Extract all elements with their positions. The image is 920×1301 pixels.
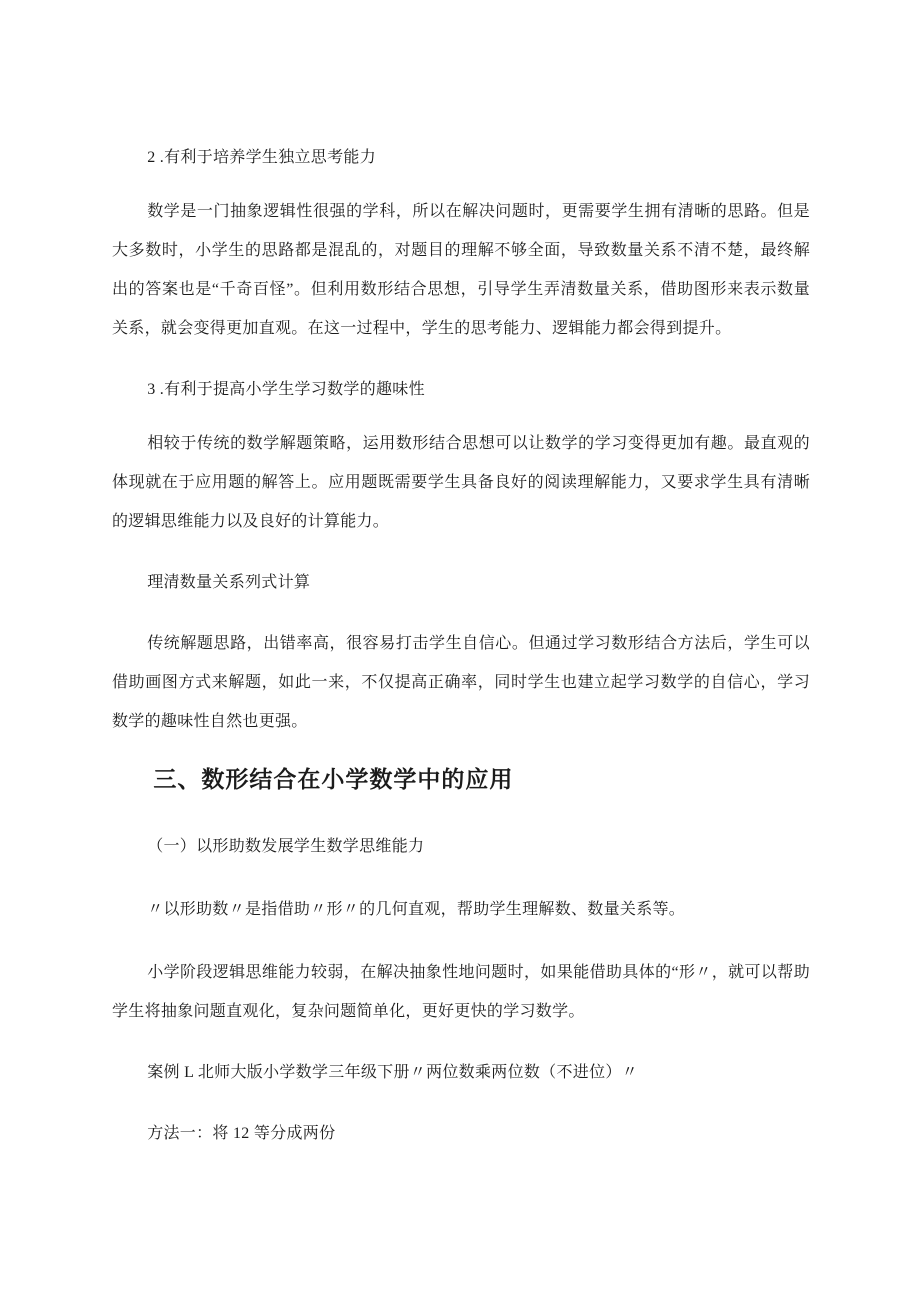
line-shape-helps-number: 〃以形助数〃是指借助〃形〃的几何直观，帮助学生理解数、数量关系等。 (147, 901, 686, 918)
line-quantity-relation: 理清数量关系列式计算 (147, 574, 311, 591)
subheading-2: 2 .有利于培养学生独立思考能力 (147, 149, 376, 166)
subsection-heading-one: （一）以形助数发展学生数学思维能力 (147, 838, 425, 855)
line-case-example: 案例 L 北师大版小学数学三年级下册〃两位数乘两位数（不进位）〃 (147, 1064, 638, 1081)
paragraph-traditional-solving: 传统解题思路，出错率高，很容易打击学生自信心。但通过学习数形结合方法后，学生可以借助画图方式来解题，如此一来，不仅提高正确率，同时学生也建立起学习数学的自信心，学习数学的趣味性自然也更强。 (112, 635, 810, 730)
paragraph-fun-of-math: 相较于传统的数学解题策略，运用数形结合思想可以让数学的学习变得更加有趣。最直观的体现就在于应用题的解答上。应用题既需要学生具备良好的阅读理解能力，又要求学生具有清晰的逻辑思维能力以及良好的计算能力。 (112, 435, 810, 530)
paragraph-independent-thinking: 数学是一门抽象逻辑性很强的学科，所以在解决问题时，更需要学生拥有清晰的思路。但是大多数时，小学生的思路都是混乱的，对题目的理解不够全面，导致数量关系不清不楚，最终解出的答案也是“千奇百怪”。但利用数形结合思想，引导学生弄清数量关系，借助图形来表示数量关系，就会变得更加直观。在这一过程中，学生的思考能力、逻辑能力都会得到提升。 (112, 203, 810, 337)
section-heading-application: 三、数形结合在小学数学中的应用 (153, 767, 514, 792)
subheading-3: 3 .有利于提高小学生学习数学的趣味性 (147, 381, 425, 398)
paragraph-primary-logic: 小学阶段逻辑思维能力较弱，在解决抽象性地问题时，如果能借助具体的“形〃，就可以帮助学生将抽象问题直观化，复杂问题简单化，更好更快的学习数学。 (112, 964, 810, 1020)
line-method-one: 方法一：将 12 等分成两份 (147, 1125, 336, 1142)
